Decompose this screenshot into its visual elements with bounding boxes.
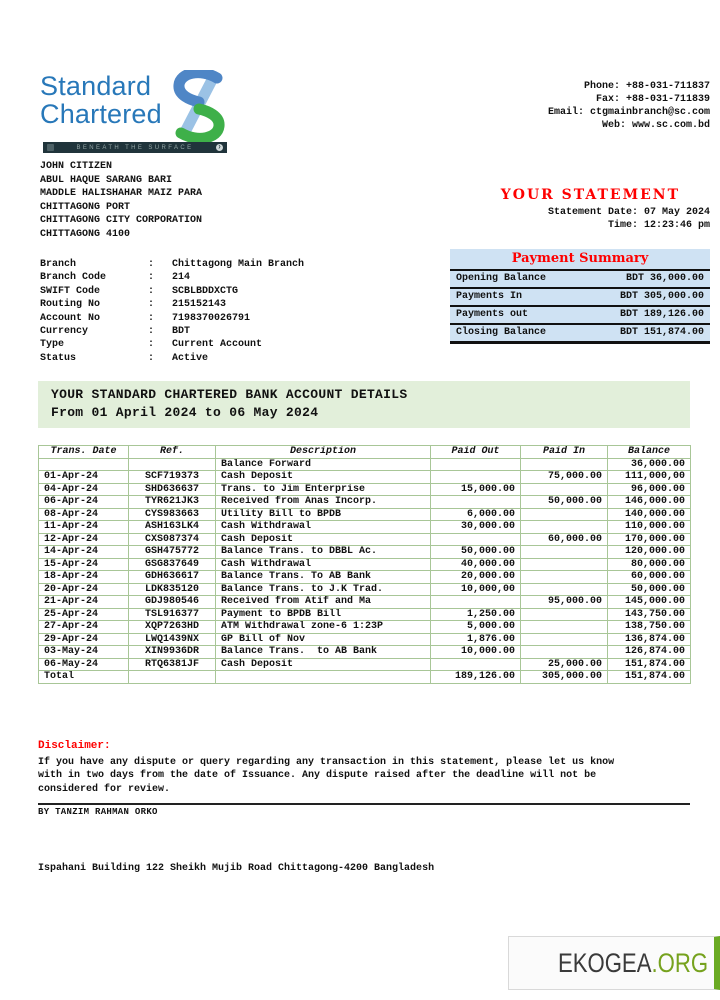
txn-balance-cell: 138,750.00 xyxy=(608,621,691,634)
account-info-value: BDT xyxy=(172,326,191,338)
statement-header xyxy=(501,187,710,232)
txn-description-cell: Cash Withdrawal xyxy=(216,521,431,534)
txn-ref-cell: LDK835120 xyxy=(129,583,216,596)
payment-summary-table xyxy=(450,249,710,344)
recipient-address-line: MADDLE HALISHAHAR MAIZ PARA xyxy=(40,188,203,200)
txn-balance-cell: 143,750.00 xyxy=(608,608,691,621)
account-details-banner xyxy=(38,381,690,428)
transaction-row xyxy=(39,633,691,646)
account-info-rows xyxy=(40,258,400,365)
account-info-value: Current Account xyxy=(172,339,263,351)
txn-date-cell: 20-Apr-24 xyxy=(39,583,129,596)
txn-paid-in-cell xyxy=(521,558,608,571)
transaction-row xyxy=(39,533,691,546)
account-info-colon: : xyxy=(148,259,155,270)
txn-paid-in-cell: 75,000.00 xyxy=(521,471,608,484)
payment-summary-value: BDT 151,874.00 xyxy=(619,327,704,338)
account-info-value: Chittagong Main Branch xyxy=(172,259,305,270)
txn-paid-in-cell xyxy=(521,646,608,659)
txn-ref-cell xyxy=(129,671,216,684)
account-info-value: SCBLBDDXCTG xyxy=(172,285,239,297)
txn-ref-cell xyxy=(129,458,216,471)
contact-fax: Fax: +88-031-711839 xyxy=(595,94,710,105)
txn-ref-cell: LWQ1439NX xyxy=(129,633,216,646)
account-info-label: Branch xyxy=(40,259,77,270)
account-details-banner-line1: YOUR STANDARD CHARTERED BANK ACCOUNT DETAILS xyxy=(51,387,408,402)
txn-date-cell: 18-Apr-24 xyxy=(39,571,129,584)
payment-summary-label: Payments In xyxy=(456,291,523,302)
contact-web: Web: www.sc.com.bd xyxy=(601,120,710,131)
ekogea-logo-name: EKOGEA xyxy=(557,947,652,978)
txn-balance-cell: 60,000.00 xyxy=(608,571,691,584)
recipient-address-line: CHITTAGONG 4100 xyxy=(40,228,131,240)
txn-paid-in-cell xyxy=(521,508,608,521)
transaction-row xyxy=(39,658,691,671)
txn-description-cell: ATM Withdrawal zone-6 1:23P xyxy=(216,621,431,634)
transaction-row xyxy=(39,596,691,609)
txn-date-cell xyxy=(39,458,129,471)
txn-ref-cell: SHD636637 xyxy=(129,483,216,496)
txn-paid-out-cell: 20,000.00 xyxy=(431,571,521,584)
txn-balance-cell: 126,874.00 xyxy=(608,646,691,659)
payment-summary-label: Closing Balance xyxy=(456,327,547,338)
txn-paid-in-cell xyxy=(521,571,608,584)
col-header-description: Description xyxy=(216,446,431,459)
txn-paid-out-cell xyxy=(431,658,521,671)
txn-date-cell: 29-Apr-24 xyxy=(39,633,129,646)
txn-paid-out-cell xyxy=(431,533,521,546)
txn-date-cell: 12-Apr-24 xyxy=(39,533,129,546)
txn-ref-cell: CYS983663 xyxy=(129,508,216,521)
contact-email: Email: ctgmainbranch@sc.com xyxy=(547,107,710,118)
txn-balance-cell: 151,874.00 xyxy=(608,671,691,684)
recipient-address-line: CHITTAGONG PORT xyxy=(40,201,131,213)
transaction-row xyxy=(39,608,691,621)
transaction-row xyxy=(39,471,691,484)
tagline-text: BENEATH THE SURFACE xyxy=(76,144,194,151)
bank-contact-block xyxy=(548,80,710,132)
signature-block xyxy=(38,803,690,817)
txn-description-cell: GP Bill of Nov xyxy=(216,633,431,646)
txn-ref-cell: GSG837649 xyxy=(129,558,216,571)
txn-paid-in-cell: 25,000.00 xyxy=(521,658,608,671)
txn-paid-in-cell xyxy=(521,521,608,534)
account-info-colon: : xyxy=(148,326,155,338)
recipient-address-line: CHITTAGONG CITY CORPORATION xyxy=(40,215,203,227)
txn-paid-out-cell: 40,000.00 xyxy=(431,558,521,571)
txn-balance-cell: 110,000.00 xyxy=(608,521,691,534)
txn-paid-out-cell: 10,000.00 xyxy=(431,646,521,659)
payment-summary-row xyxy=(450,325,710,341)
txn-description-cell: Cash Withdrawal xyxy=(216,558,431,571)
txn-ref-cell: GSH475772 xyxy=(129,546,216,559)
transactions-header-row xyxy=(39,446,691,459)
disclaimer-body xyxy=(38,756,698,796)
txn-balance-cell: 151,874.00 xyxy=(608,658,691,671)
payment-summary-rows xyxy=(450,271,710,341)
account-info-row xyxy=(40,258,400,271)
txn-date-cell: 11-Apr-24 xyxy=(39,521,129,534)
txn-description-cell: Balance Trans. To AB Bank xyxy=(216,571,431,584)
txn-ref-cell: XQP7263HD xyxy=(129,621,216,634)
statement-date: Statement Date: 07 May 2024 xyxy=(547,207,710,218)
account-info-colon: : xyxy=(148,299,155,311)
transaction-row xyxy=(39,558,691,571)
txn-paid-out-cell: 1,876.00 xyxy=(431,633,521,646)
disclaimer-line: If you have any dispute or query regarding any transaction in this statement, please let us know xyxy=(38,757,615,768)
ekogea-logo-tld: .ORG xyxy=(651,947,708,978)
txn-ref-cell: GDJ980546 xyxy=(129,596,216,609)
txn-description-cell: Payment to BPDB Bill xyxy=(216,608,431,621)
txn-balance-cell: 111,000,00 xyxy=(608,471,691,484)
txn-paid-out-cell: 15,000.00 xyxy=(431,483,521,496)
txn-balance-cell: 120,000.00 xyxy=(608,546,691,559)
account-info-colon: : xyxy=(148,312,155,324)
txn-paid-in-cell: 305,000.00 xyxy=(521,671,608,684)
account-info-row xyxy=(40,298,400,311)
txn-paid-in-cell xyxy=(521,633,608,646)
transaction-row xyxy=(39,621,691,634)
recipient-address-block xyxy=(40,160,202,242)
txn-date-cell: 14-Apr-24 xyxy=(39,546,129,559)
txn-date-cell: 01-Apr-24 xyxy=(39,471,129,484)
transaction-row xyxy=(39,646,691,659)
txn-balance-cell: 136,874.00 xyxy=(608,633,691,646)
txn-date-cell: 21-Apr-24 xyxy=(39,596,129,609)
account-info-row xyxy=(40,271,400,284)
txn-balance-cell: 50,000.00 xyxy=(608,583,691,596)
txn-description-cell xyxy=(216,671,431,684)
payment-summary-label: Opening Balance xyxy=(456,273,547,284)
ekogea-logo xyxy=(558,948,708,979)
txn-paid-out-cell: 30,000.00 xyxy=(431,521,521,534)
txn-paid-out-cell xyxy=(431,471,521,484)
branch-address-footer: Ispahani Building 122 Sheikh Mujib Road Chittagong-4200 Bangladesh xyxy=(38,863,435,874)
txn-date-cell: 06-Apr-24 xyxy=(39,496,129,509)
account-info-colon: : xyxy=(148,352,155,364)
txn-ref-cell: TYR621JK3 xyxy=(129,496,216,509)
txn-description-cell: Balance Trans. to DBBL Ac. xyxy=(216,546,431,559)
payment-summary-row xyxy=(450,289,710,307)
account-info-row xyxy=(40,285,400,298)
account-info-row xyxy=(40,352,400,365)
txn-ref-cell: RTQ6381JF xyxy=(129,658,216,671)
txn-paid-out-cell: 6,000.00 xyxy=(431,508,521,521)
account-info-colon: : xyxy=(148,339,155,351)
payment-summary-value: BDT 36,000.00 xyxy=(625,273,704,284)
account-info-label: Account No xyxy=(40,312,101,324)
txn-ref-cell: ASH163LK4 xyxy=(129,521,216,534)
txn-paid-in-cell xyxy=(521,608,608,621)
payment-summary-value: BDT 305,000.00 xyxy=(619,291,704,302)
transactions-table xyxy=(38,445,691,684)
bank-wordmark-line1: Standard xyxy=(40,71,152,101)
txn-description-cell: Balance Forward xyxy=(216,458,431,471)
account-info-value: 7198370026791 xyxy=(172,312,251,324)
txn-paid-out-cell: 1,250.00 xyxy=(431,608,521,621)
txn-description-cell: Cash Deposit xyxy=(216,658,431,671)
txn-balance-cell: 145,000.00 xyxy=(608,596,691,609)
txn-paid-in-cell xyxy=(521,483,608,496)
account-info-value: Active xyxy=(172,352,209,364)
account-info-label: Status xyxy=(40,352,77,364)
txn-balance-cell: 80,000.00 xyxy=(608,558,691,571)
transaction-row xyxy=(39,546,691,559)
txn-balance-cell: 140,000.00 xyxy=(608,508,691,521)
txn-ref-cell: TSL916377 xyxy=(129,608,216,621)
disclaimer-line: with in two days from the date of Issuance. Any dispute raised after the deadline will not be xyxy=(38,770,597,782)
transaction-row xyxy=(39,571,691,584)
contact-phone: Phone: +88-031-711837 xyxy=(583,81,710,92)
txn-paid-in-cell: 95,000.00 xyxy=(521,596,608,609)
account-info-label: Routing No xyxy=(40,299,101,311)
tagline-bar xyxy=(43,142,227,153)
col-header-balance: Balance xyxy=(608,446,691,459)
txn-ref-cell: SCF719373 xyxy=(129,471,216,484)
txn-paid-out-cell: 10,000,00 xyxy=(431,583,521,596)
txn-description-cell: Cash Deposit xyxy=(216,533,431,546)
txn-date-cell: 03-May-24 xyxy=(39,646,129,659)
txn-description-cell: Trans. to Jim Enterprise xyxy=(216,483,431,496)
col-header-ref: Ref. xyxy=(129,446,216,459)
payment-summary-title: Payment Summary xyxy=(450,249,710,271)
txn-ref-cell: GDH636617 xyxy=(129,571,216,584)
transaction-row xyxy=(39,458,691,471)
txn-ref-cell: CXS087374 xyxy=(129,533,216,546)
account-info-colon: : xyxy=(148,272,155,284)
payment-summary-row xyxy=(450,307,710,325)
txn-balance-cell: 170,000.00 xyxy=(608,533,691,546)
txn-description-cell: Balance Trans. to J.K Trad. xyxy=(216,583,431,596)
txn-paid-out-cell xyxy=(431,596,521,609)
txn-paid-out-cell xyxy=(431,458,521,471)
txn-date-cell: 25-Apr-24 xyxy=(39,608,129,621)
account-info-colon: : xyxy=(148,285,155,297)
account-info-value: 215152143 xyxy=(172,299,227,311)
account-details-banner-line2: From 01 April 2024 to 06 May 2024 xyxy=(51,405,319,420)
payment-summary-row xyxy=(450,271,710,289)
col-header-paid-in: Paid In xyxy=(521,446,608,459)
recipient-name: JOHN CITIZEN xyxy=(40,161,113,172)
tagline-arrow-icon: ❯ xyxy=(217,144,221,150)
account-info-row xyxy=(40,338,400,351)
signature-text: BY TANZIM RAHMAN ORKO xyxy=(38,807,158,817)
transaction-row xyxy=(39,496,691,509)
txn-paid-out-cell xyxy=(431,496,521,509)
txn-balance-cell: 36,000.00 xyxy=(608,458,691,471)
transactions-body xyxy=(39,458,691,683)
transaction-row xyxy=(39,583,691,596)
txn-date-cell: 06-May-24 xyxy=(39,658,129,671)
bank-wordmark-line2: Chartered xyxy=(40,99,162,129)
txn-description-cell: Cash Deposit xyxy=(216,471,431,484)
txn-paid-in-cell xyxy=(521,546,608,559)
bank-logo xyxy=(40,72,162,128)
payment-summary-value: BDT 189,126.00 xyxy=(619,309,704,320)
account-info-row xyxy=(40,325,400,338)
disclaimer-title: Disclaimer: xyxy=(38,740,111,752)
txn-paid-in-cell: 60,000.00 xyxy=(521,533,608,546)
txn-ref-cell: XIN9936DR xyxy=(129,646,216,659)
standard-chartered-trustmark-icon xyxy=(172,70,226,142)
transaction-row xyxy=(39,483,691,496)
statement-title: YOUR STATEMENT xyxy=(500,187,680,203)
account-info-row xyxy=(40,312,400,325)
statement-time: Time: 12:23:46 pm xyxy=(607,219,710,231)
account-info-label: Type xyxy=(40,339,65,351)
transaction-row xyxy=(39,521,691,534)
txn-description-cell: Utility Bill to BPDB xyxy=(216,508,431,521)
txn-date-cell: 08-Apr-24 xyxy=(39,508,129,521)
txn-paid-in-cell: 50,000.00 xyxy=(521,496,608,509)
account-info-value: 214 xyxy=(172,272,191,284)
account-info-label: SWIFT Code xyxy=(40,285,101,297)
ekogea-footer-badge xyxy=(508,936,720,990)
txn-date-cell: 27-Apr-24 xyxy=(39,621,129,634)
transaction-row xyxy=(39,508,691,521)
txn-date-cell: 15-Apr-24 xyxy=(39,558,129,571)
txn-description-cell: Received from Anas Incorp. xyxy=(216,496,431,509)
tagline-logo-icon xyxy=(47,144,54,151)
txn-description-cell: Balance Trans. to AB Bank xyxy=(216,646,431,659)
disclaimer-line: considered for review. xyxy=(38,783,171,795)
txn-balance-cell: 146,000.00 xyxy=(608,496,691,509)
txn-date-cell: 04-Apr-24 xyxy=(39,483,129,496)
col-header-paid-out: Paid Out xyxy=(431,446,521,459)
txn-description-cell: Received from Atif and Ma xyxy=(216,596,431,609)
txn-paid-out-cell: 5,000.00 xyxy=(431,621,521,634)
col-header-trans-date: Trans. Date xyxy=(39,446,129,459)
payment-summary-label: Payments out xyxy=(456,309,529,320)
account-info-label: Branch Code xyxy=(40,272,107,284)
txn-paid-out-cell: 50,000.00 xyxy=(431,546,521,559)
txn-paid-in-cell xyxy=(521,621,608,634)
recipient-address-line: ABUL HAQUE SARANG BARI xyxy=(40,174,173,186)
transaction-row xyxy=(39,671,691,684)
txn-paid-out-cell: 189,126.00 xyxy=(431,671,521,684)
txn-paid-in-cell xyxy=(521,583,608,596)
txn-date-cell: Total xyxy=(39,671,129,684)
account-info-label: Currency xyxy=(40,326,89,338)
txn-balance-cell: 96,000.00 xyxy=(608,483,691,496)
txn-paid-in-cell xyxy=(521,458,608,471)
